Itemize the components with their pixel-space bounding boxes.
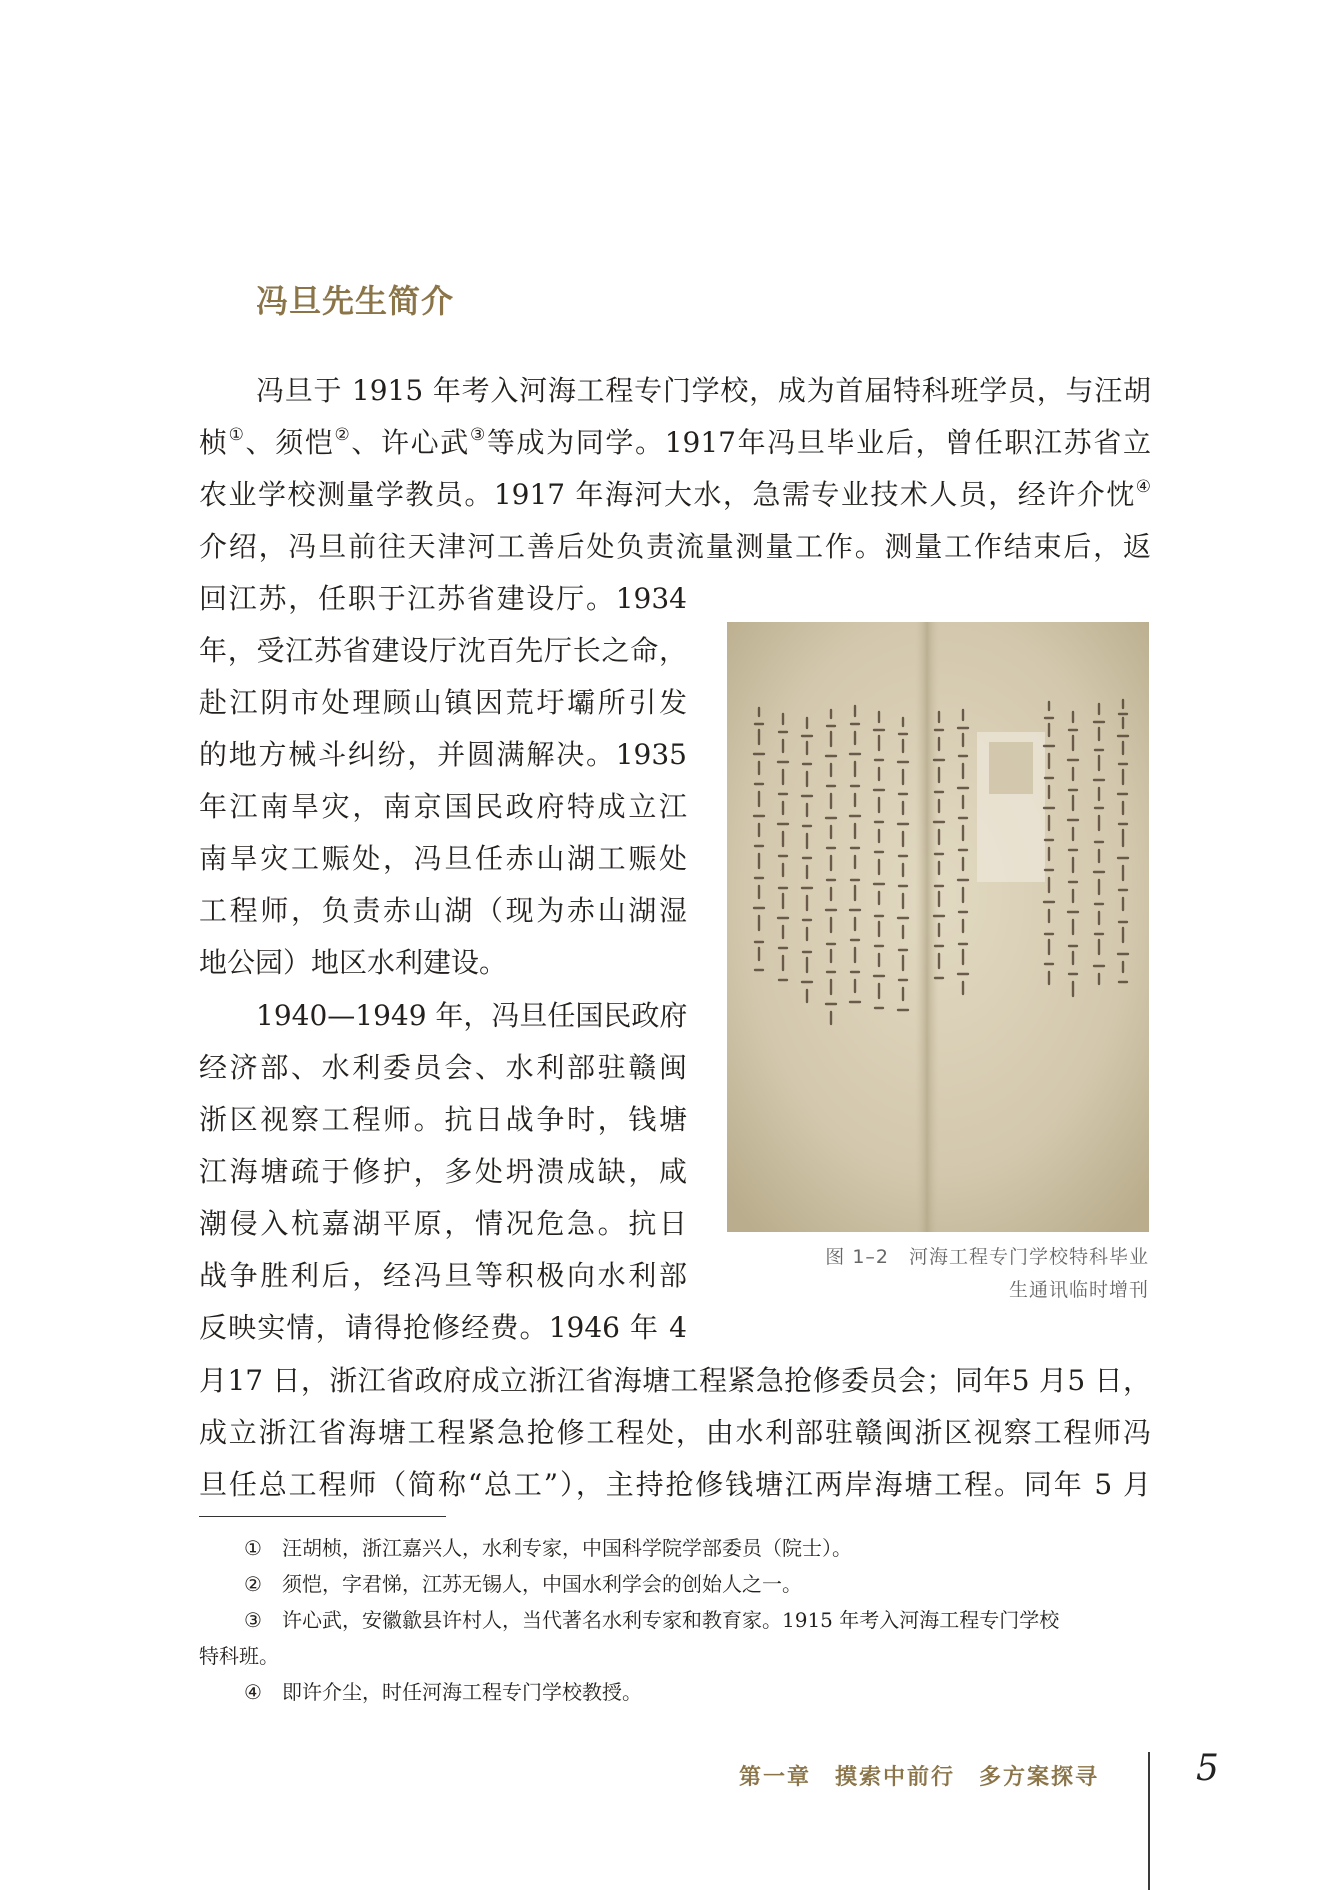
footnote-ref[interactable]: ②	[334, 425, 352, 445]
body-line: 桢①、须恺②、许心武③等成为同学。1917年冯旦毕业后，曾任职江苏省立	[199, 425, 1151, 459]
body-line: 1940—1949 年，冯旦任国民政府	[256, 999, 688, 1032]
body-line: 旦任总工程师（简称“总工”），主持抢修钱塘江两岸海塘工程。同年 5 月	[199, 1468, 1151, 1501]
figure-caption: 图 1–2 河海工程专门学校特科毕业 生通讯临时增刊	[825, 1246, 1149, 1301]
footnote-item: ① 汪胡桢，浙江嘉兴人，水利专家，中国科学院学部委员（院士）。	[244, 1536, 852, 1560]
body-line: 冯旦于 1915 年考入河海工程专门学校，成为首届特科班学员，与汪胡	[256, 374, 1151, 407]
body-line: 赴江阴市处理顾山镇因荒圩壩所引发	[199, 686, 687, 719]
body-line: 的地方械斗纠纷，并圆满解决。1935	[199, 738, 687, 771]
body-line: 成立浙江省海塘工程紧急抢修工程处，由水利部驻赣闽浙区视察工程师冯	[199, 1416, 1151, 1449]
footer-divider	[1148, 1752, 1150, 1890]
footnote-ref[interactable]: ④	[1135, 477, 1151, 497]
chapter-title: 第一章 摸索中前行 多方案探寻	[738, 1765, 1099, 1790]
body-line: 工程师，负责赤山湖（现为赤山湖湿	[199, 894, 687, 927]
body-line: 战争胜利后，经冯旦等积极向水利部	[199, 1259, 687, 1292]
body-line: 年江南旱灾，南京国民政府特成立江	[199, 790, 687, 823]
body-line: 江海塘疏于修护，多处坍溃成缺，咸	[199, 1155, 687, 1188]
body-line: 经济部、水利委员会、水利部驻赣闽	[199, 1051, 687, 1084]
manuscript-photo	[727, 622, 1149, 1232]
footnote-item: ④ 即许介尘，时任河海工程专门学校教授。	[244, 1680, 642, 1704]
footnote-item: ② 须恺，字君悌，江苏无锡人，中国水利学会的创始人之一。	[244, 1572, 802, 1596]
body-line: 地公园）地区水利建设。	[199, 946, 508, 979]
body-line: 农业学校测量学教员。1917 年海河大水，急需专业技术人员，经许介忱④	[199, 477, 1151, 511]
body-line: 浙区视察工程师。抗日战争时，钱塘	[199, 1103, 687, 1136]
footnote-ref[interactable]: ①	[228, 425, 246, 445]
body-line: 反映实情，请得抢修经费。1946 年 4	[199, 1311, 687, 1344]
body-line: 潮侵入杭嘉湖平原，情况危急。抗日	[199, 1207, 687, 1240]
body-line: 月17 日，浙江省政府成立浙江省海塘工程紧急抢修委员会；同年5 月5 日，	[199, 1364, 1151, 1397]
footnote-continuation: 特科班。	[199, 1644, 279, 1668]
footnote-divider	[199, 1516, 446, 1517]
section-heading: 冯旦先生简介	[256, 282, 455, 320]
page-number: 5	[1196, 1748, 1219, 1789]
body-line: 回江苏，任职于江苏省建设厅。1934	[199, 582, 687, 615]
footnote-item: ③ 许心武，安徽歙县许村人，当代著名水利专家和教育家。1915 年考入河海工程专门学校	[244, 1608, 1060, 1632]
body-line: 介绍，冯旦前往天津河工善后处负责流量测量工作。测量工作结束后，返	[199, 530, 1151, 563]
body-line: 南旱灾工赈处，冯旦任赤山湖工赈处	[199, 842, 687, 875]
body-line: 年，受江苏省建设厅沈百先厅长之命，	[199, 634, 687, 667]
footnote-ref[interactable]: ③	[469, 425, 487, 445]
